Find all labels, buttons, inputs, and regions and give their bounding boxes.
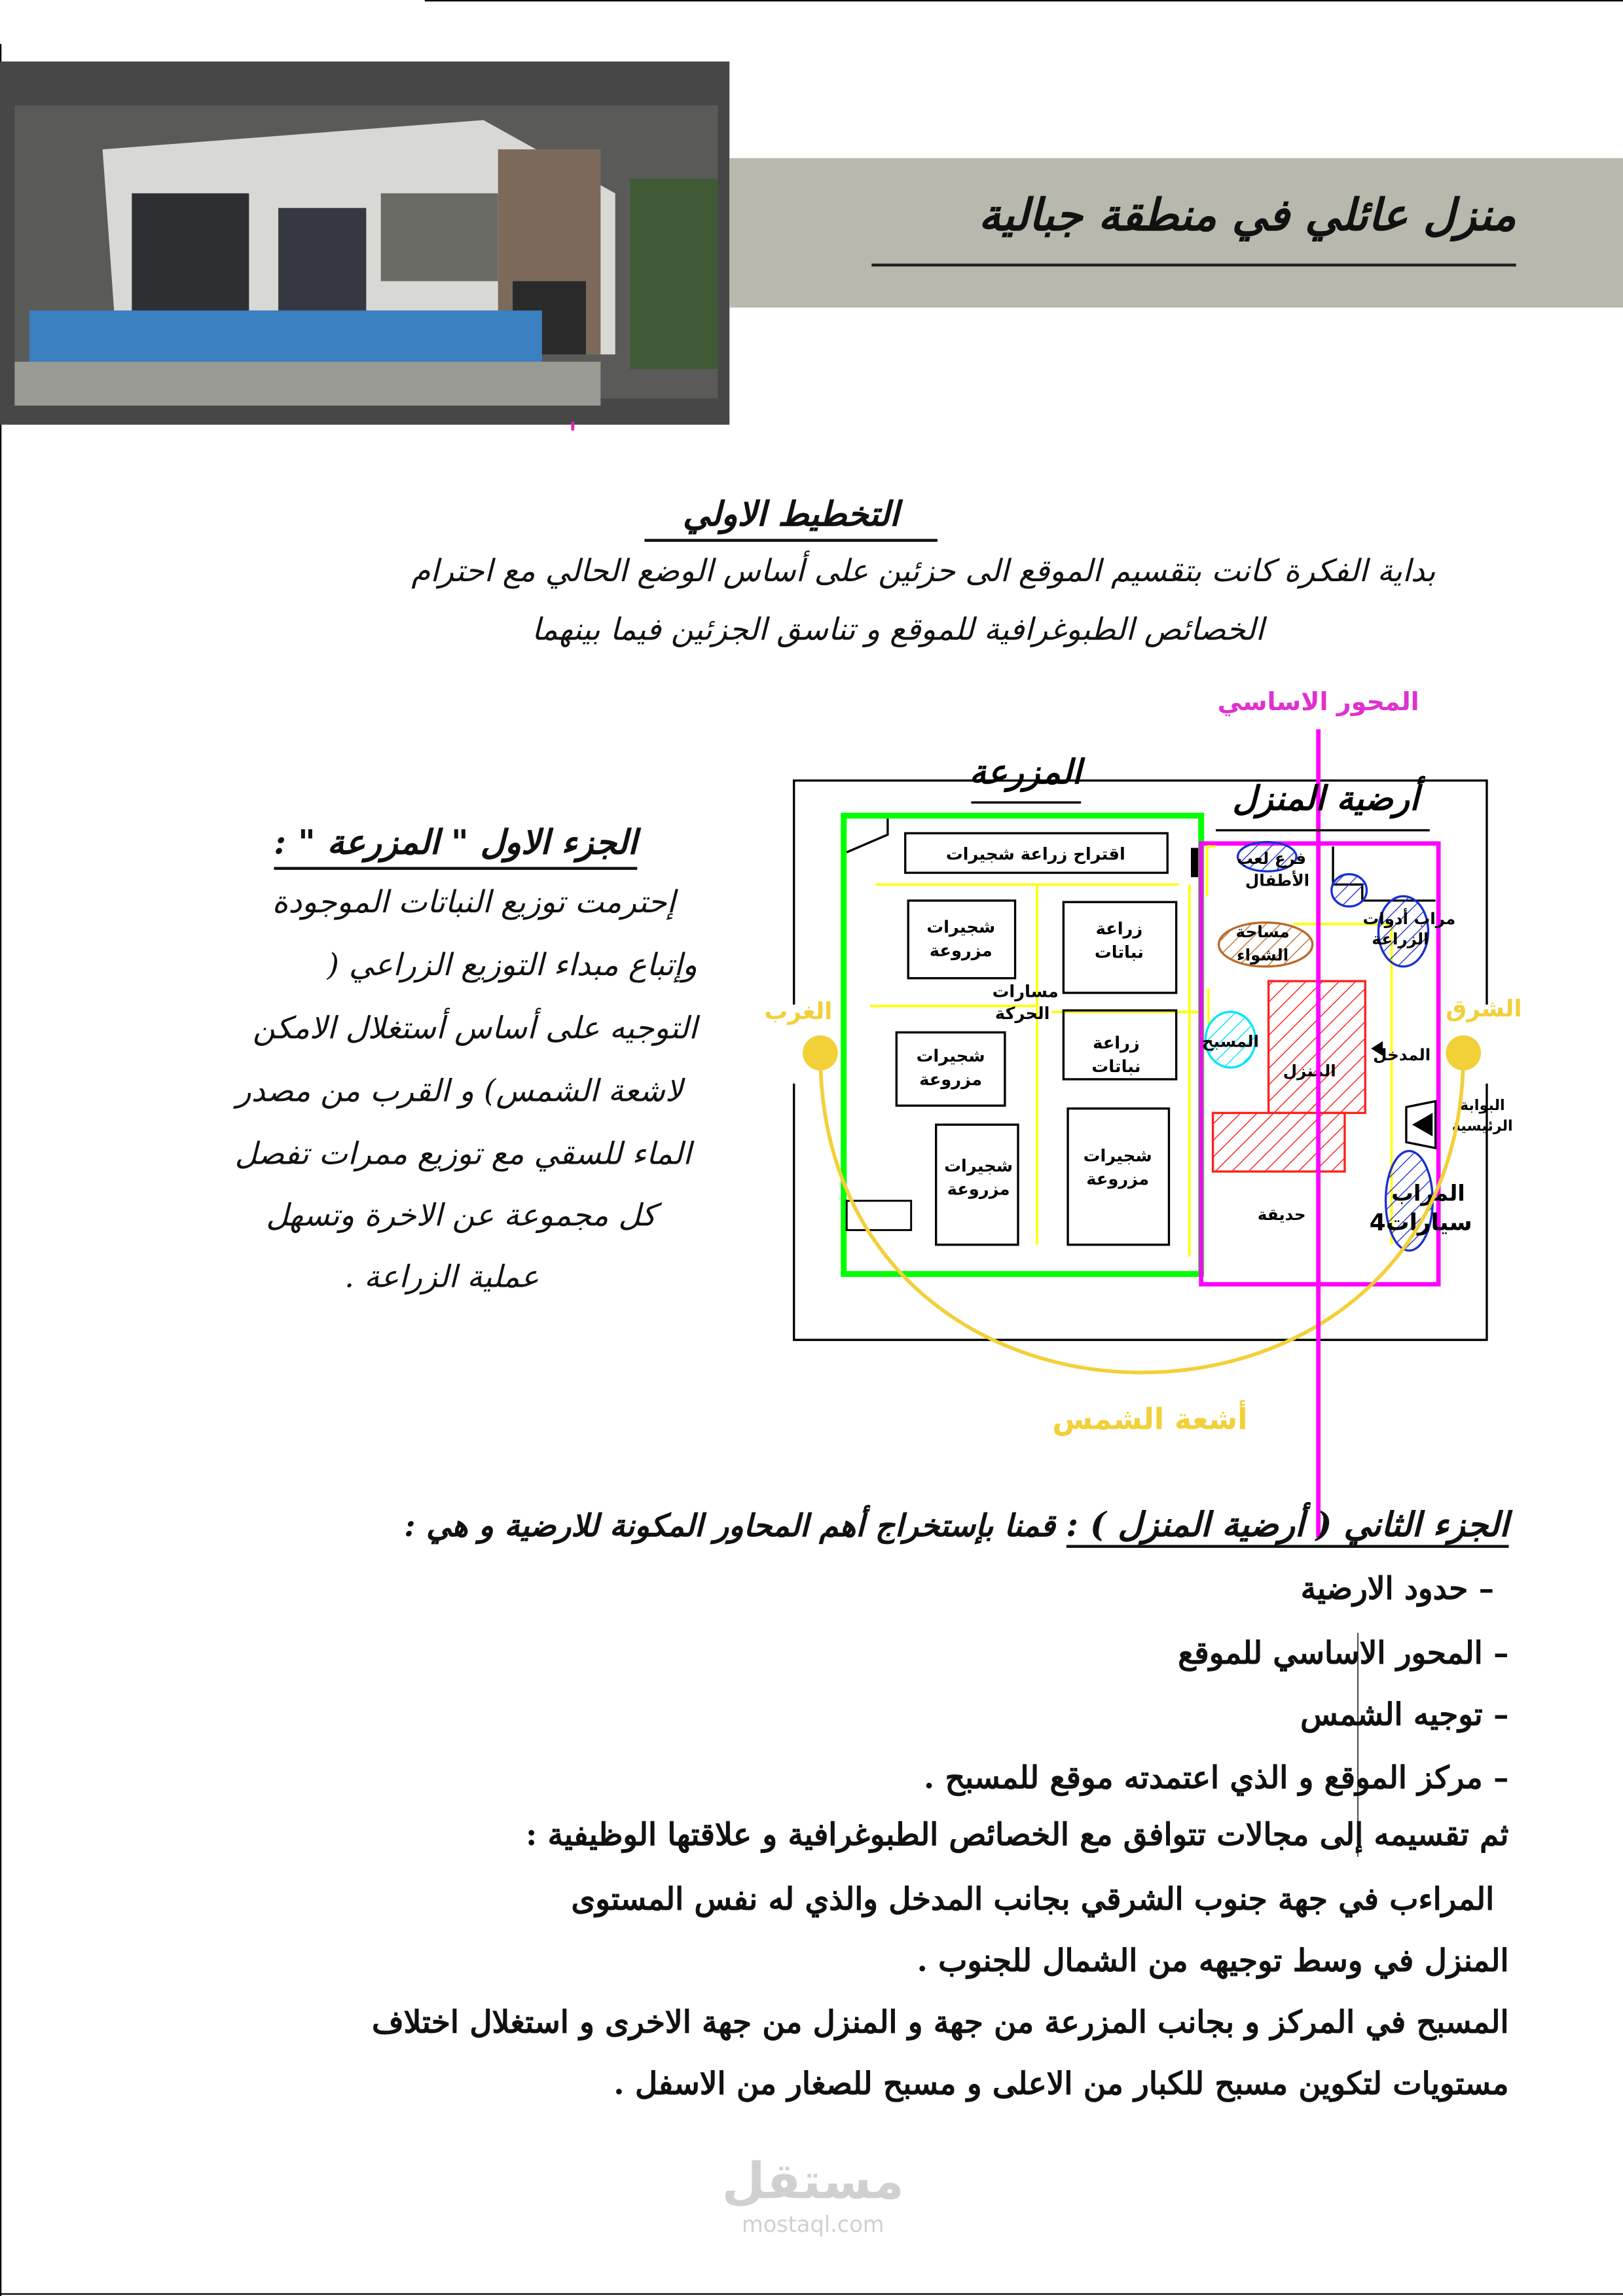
sun-rays-label: أشعة الشمس	[1052, 1401, 1248, 1437]
bbq-label: الشواء	[1237, 945, 1289, 965]
shrubs-proposal-label: اقتراح زراعة شجيرات	[945, 844, 1125, 865]
part2-intro: قمنا بإستخراج أهم المحاور المكونة للارضية و هي :	[404, 1507, 1055, 1544]
farm-small-box	[847, 1201, 911, 1230]
part1-line: الماء للسقي مع توزيع ممرات تفصل	[234, 1136, 692, 1172]
part2-line: مستويات لتكوين مسبح للكبار من الاعلى و مسبح للصغار من الاسفل .	[613, 2064, 1509, 2102]
west-label: الغرب	[764, 998, 833, 1026]
plot-label: شجيرات	[916, 1047, 985, 1067]
part2-line: المنزل في وسط توجيهه من الشمال للجنوب .	[917, 1941, 1509, 1979]
bullet: – مركز الموقع و الذي اعتمدته موقع للمسبح .	[923, 1759, 1509, 1796]
part2-line: المسبح في المركز و بجانب المزرعة من جهة و المنزل من جهة الاخرى و استغلال اختلاف	[371, 2003, 1509, 2040]
gate-label: البوابة	[1459, 1096, 1505, 1114]
bbq-label: مساحة	[1235, 922, 1290, 941]
intro-heading: التخطيط الاولي	[644, 492, 937, 542]
bullet: – المحور الاساسي للموقع	[1178, 1634, 1509, 1671]
farm-corner-wall	[847, 819, 888, 852]
part2-heading: الجزء الثاني ( أرضية المنزل ) :	[1066, 1505, 1508, 1548]
plot-label: مزروعة	[1086, 1170, 1150, 1190]
plot	[896, 1032, 1005, 1105]
plot	[908, 901, 1015, 978]
garage-label: المراب	[1391, 1180, 1465, 1206]
tools-garage-label: مراب أدوات	[1362, 908, 1456, 928]
plot-label: نباتات	[1094, 942, 1144, 963]
plot-label: شجيرات	[944, 1156, 1013, 1176]
plot-label: مزروعة	[919, 1069, 983, 1090]
paths-label: مسارات	[992, 982, 1059, 1002]
bullet: – توجيه الشمس	[1300, 1695, 1509, 1732]
part2-line: ثم تقسيمه إلى مجالات تتوافق مع الخصائص الطبوغرافية و علاقتها الوظيفية :	[525, 1816, 1509, 1853]
main-axis-label: المحور الاساسي	[1217, 687, 1419, 717]
sun-east-icon	[1446, 1035, 1481, 1071]
sun-path	[820, 1053, 1463, 1372]
east-label: الشرق	[1446, 995, 1522, 1022]
watermark-logo	[689, 2153, 938, 2238]
tools-garage-label: الزراعة	[1372, 929, 1429, 949]
part2-line: المراءب في جهة جنوب الشرقي بجانب المدخل والذي له نفس المستوى	[571, 1880, 1495, 1917]
plot-label: شجيرات	[926, 918, 996, 938]
kids-play-label: الأطفال	[1245, 870, 1310, 890]
intro-line-1: بداية الفكرة كانت بتقسيم الموقع الى حزئين على أساس الوضع الحالي مع احترام	[411, 553, 1436, 589]
garage-label: 4سيارات	[1369, 1209, 1472, 1236]
watermark-arabic: مستقل	[721, 2152, 904, 2212]
part1-line: التوجيه على أساس أستغلال الامكن	[252, 1010, 698, 1046]
plot-label: مزروعة	[947, 1179, 1010, 1200]
play-circle	[1332, 874, 1367, 906]
gate-label: الرئيسية	[1451, 1117, 1513, 1135]
paths-label: الحركة	[994, 1004, 1050, 1024]
house-block	[1213, 1113, 1345, 1171]
plot-label: زراعة	[1095, 919, 1143, 939]
entrance-label: المدخل	[1373, 1045, 1431, 1064]
farm-label: المزرعة	[969, 753, 1082, 793]
plot-label: مزروعة	[929, 941, 993, 961]
plot-label: شجيرات	[1083, 1146, 1152, 1166]
sun-west-icon	[803, 1035, 838, 1071]
plot-label: زراعة	[1093, 1033, 1140, 1053]
part1-line: إحترمت توزيع النباتات الموجودة	[272, 884, 676, 920]
page-title: منزل عائلي في منطقة جبالية	[978, 190, 1516, 242]
pool-label: المسبح	[1201, 1031, 1259, 1051]
garden-label: حديقة	[1257, 1204, 1306, 1224]
plot-label: نباتات	[1091, 1056, 1141, 1077]
intro-line-2: الخصائص الطبوغرافية للموقع و تناسق الجزئين فيما بينهما	[532, 612, 1264, 647]
house-land-label: أرضية المنزل	[1232, 779, 1419, 819]
house-label: المنزل	[1283, 1061, 1336, 1081]
watermark-latin: mostaql.com	[742, 2211, 884, 2238]
part1-line: وإتباع مبداء التوزيع الزراعي (	[327, 947, 698, 983]
kids-play-label: فرع لعب	[1237, 849, 1307, 869]
bullet: – حدود الارضية	[1300, 1570, 1495, 1607]
part1-line: عملية الزراعة .	[344, 1259, 539, 1295]
farm-gate	[1191, 848, 1198, 877]
part1-line: لاشعة الشمس) و القرب من مصدر	[236, 1073, 683, 1109]
part2-heading-row	[404, 1505, 1508, 1545]
part1-line: كل مجموعة عن الاخرة وتسهل	[266, 1198, 657, 1233]
part1-heading: الجزء الاول " المزرعة " :	[274, 820, 637, 870]
